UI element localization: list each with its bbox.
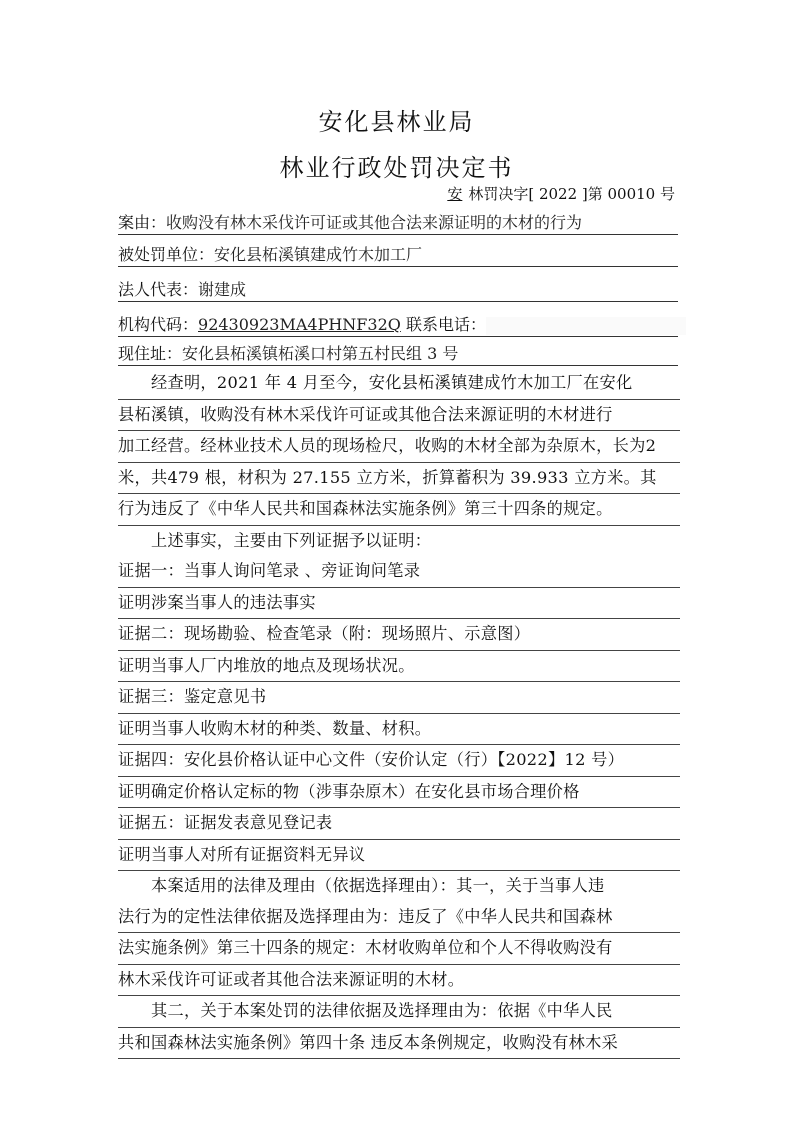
- law-line: 共和国森林法实施条例》第四十条 违反本条例规定，收购没有林木采: [118, 1028, 680, 1060]
- party-label: 被处罚单位：: [118, 245, 215, 264]
- evidence-intro: 上述事实，主要由下列证据予以证明：: [118, 530, 432, 550]
- address-value: 安化县柘溪镇柘溪口村第五村民组 3 号: [182, 344, 459, 363]
- evidence-line: 证据三：鉴定意见书: [118, 682, 680, 714]
- rep-label: 法人代表：: [118, 280, 199, 299]
- phone-label: 联系电话：: [405, 315, 486, 334]
- evidence-line: 证据四：安化县价格认证中心文件（安价认定（行）【2022】12 号）: [118, 745, 680, 777]
- agency-title: 安化县林业局: [318, 108, 475, 136]
- case-label: 案由：: [118, 213, 167, 232]
- party-row: [118, 244, 678, 267]
- code-row: [118, 314, 678, 337]
- docno-rest: 林罚决字[ 2022 ]第 00010 号: [468, 185, 675, 203]
- document-number: [441, 183, 675, 204]
- phone-redacted: [486, 317, 686, 335]
- address-label: 现住址：: [118, 344, 183, 363]
- law-line: 法实施条例》第三十四条的规定：木材收购单位和个人不得收购没有: [118, 933, 680, 965]
- facts-line: 县柘溪镇，收购没有林木采伐许可证或其他合法来源证明的木材进行: [118, 400, 680, 432]
- facts-paragraph: [118, 368, 680, 1059]
- docno-prefix: 安: [447, 185, 463, 203]
- law-line: 其二，关于本案处罚的法律依据及选择理由为：依据《中华人民: [118, 996, 680, 1028]
- rep-value: 谢建成: [198, 280, 247, 299]
- address-row: [118, 343, 678, 366]
- evidence-line: 证明当事人厂内堆放的地点及现场状况。: [118, 651, 680, 683]
- code-label: 机构代码：: [118, 315, 199, 334]
- facts-line: 经查明，2021 年 4 月至今，安化县柘溪镇建成竹木加工厂在安化: [118, 368, 680, 400]
- facts-line: 行为违反了《中华人民共和国森林法实施条例》第三十四条的规定。: [118, 494, 680, 526]
- evidence-line: 证明涉案当事人的违法事实: [118, 588, 680, 620]
- rep-row: [118, 279, 678, 302]
- code-value: 92430923MA4PHNF32Q: [198, 315, 401, 334]
- facts-line: 米，共479 根，材积为 27.155 立方米，折算蓄积为 39.933 立方米。其: [118, 463, 680, 495]
- case-value: 收购没有林木采伐许可证或其他合法来源证明的木材的行为: [166, 213, 583, 232]
- law-line: 本案适用的法律及理由（依据选择理由）：其一，关于当事人违: [118, 876, 605, 895]
- party-value: 安化县柘溪镇建成竹木加工厂: [214, 245, 423, 264]
- evidence-line: 证明确定价格认定标的物（涉事杂原木）在安化县市场合理价格: [118, 777, 680, 809]
- evidence-line: 证明当事人对所有证据资料无异议: [118, 840, 680, 872]
- document-title: 林业行政处罚决定书: [279, 154, 514, 182]
- law-line: 林木采伐许可证或者其他合法来源证明的木材。: [118, 965, 680, 997]
- facts-line: 加工经营。经林业技术人员的现场检尺，收购的木材全部为杂原木，长为2: [118, 431, 680, 463]
- case-row: [118, 212, 678, 235]
- evidence-line: 证据五：证据发表意见登记表: [118, 808, 680, 840]
- evidence-line: 证据二：现场勘验、检查笔录（附：现场照片、示意图）: [118, 619, 680, 651]
- evidence-line: 证明当事人收购木材的种类、数量、材积。: [118, 714, 680, 746]
- law-line: 法行为的定性法律依据及选择理由为：违反了《中华人民共和国森林: [118, 902, 680, 934]
- evidence-line: 证据一：当事人询问笔录 、旁证询问笔录: [118, 556, 680, 588]
